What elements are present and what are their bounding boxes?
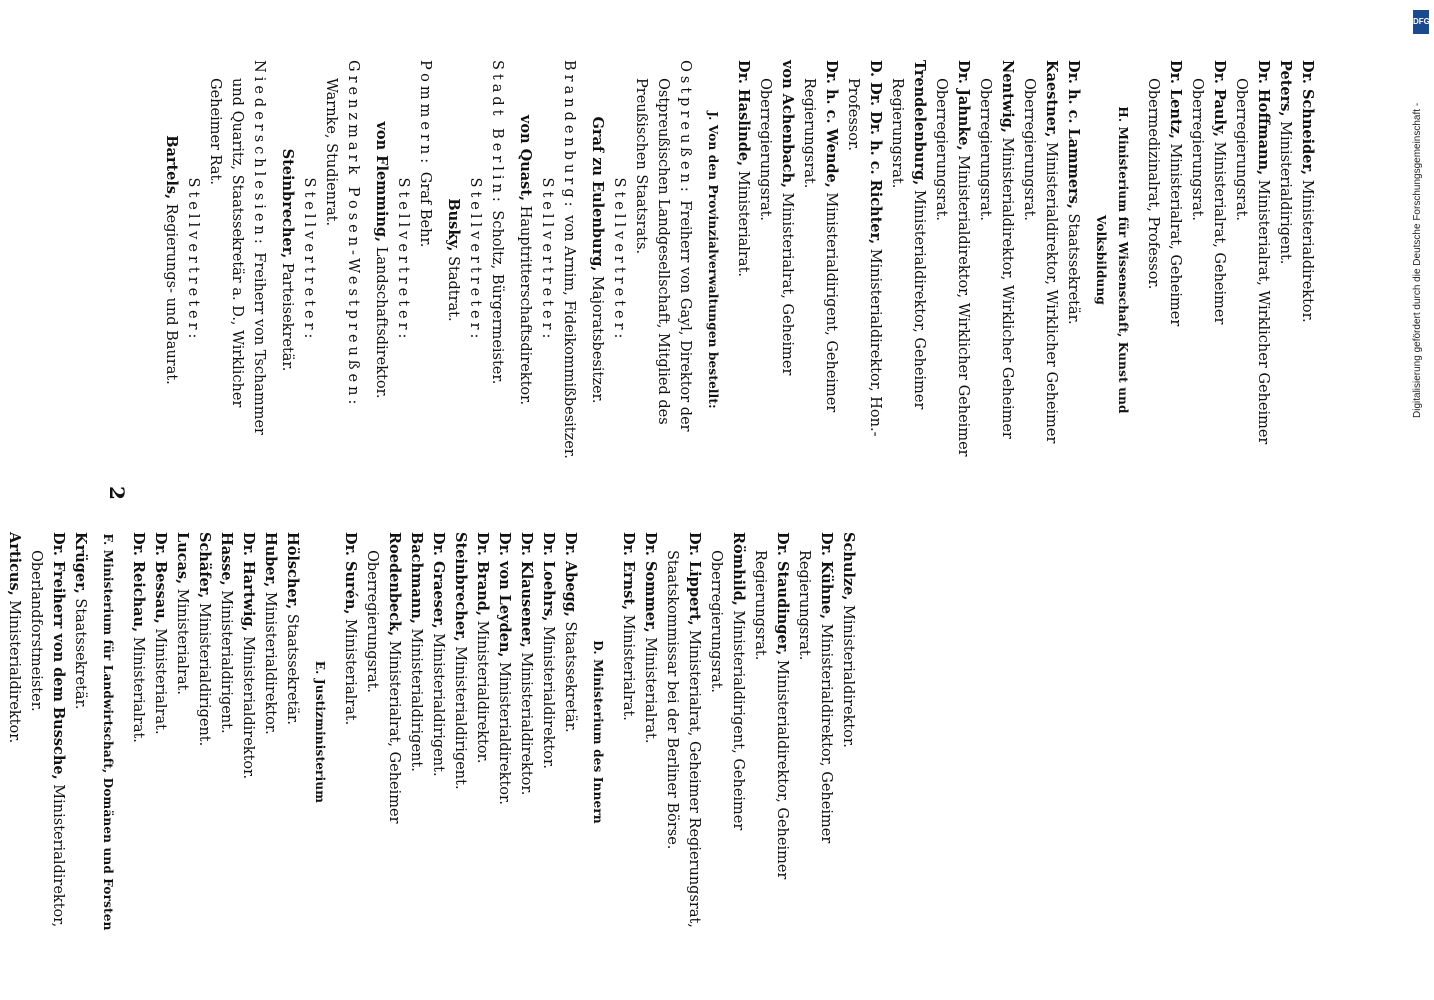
list-item — [471, 532, 493, 932]
grenzmark-entry — [320, 60, 364, 460]
ostpreussen-label: Ostpreußen: — [677, 60, 693, 196]
list-item — [361, 532, 405, 932]
list-item — [837, 532, 859, 932]
brandenburg-deputy-role: Hauptritterschaftsdirektor. — [517, 201, 533, 406]
entry-role: Ministerialdirigent, Geheimer Regierungsrat. — [801, 78, 839, 413]
section-h-title: H. Ministerium für Wissenschaft, Kunst und Volksbildung — [1094, 106, 1130, 414]
entry-role: Ministerialdirektor. — [262, 587, 278, 735]
entry-role: Ministerialdirektor, Oberlandforstmeister. — [28, 550, 66, 928]
brandenburg-text: von Arnim, Fideikommißbesitzer. — [561, 210, 577, 459]
entry-name: Dr. Bessau, — [152, 532, 169, 624]
section-f-list — [0, 532, 91, 932]
ostpreussen-stellvertreter: Stellvertreter: — [611, 177, 627, 343]
entry-role: Ministerialdirektor. — [6, 595, 22, 744]
entry-role: Ministerialdirigent, Geheimer Oberregierungsrat. — [708, 550, 746, 831]
entry-name: Dr. Brand, — [474, 532, 491, 616]
right-lines — [1142, 60, 1318, 460]
entry-role: Ministerialdirektor. — [518, 647, 534, 796]
entry-name: Steinbrecher, — [452, 532, 469, 642]
entry-role: Ministerialrat, Geheimer Regierungsrat, Staatskommissar bei der Berliner Börse. — [664, 550, 702, 928]
entry-role: Staatssekretär. — [72, 593, 88, 710]
entry-name: Dr. Freiherr von dem Bussche, — [50, 532, 67, 780]
right-column — [160, 60, 1318, 460]
entry-role: Ministerialdirektor, Geheimer Regierungsrat. — [796, 550, 834, 844]
list-item — [193, 532, 215, 932]
berlin-deputy — [442, 60, 464, 460]
section-d-list — [339, 532, 581, 932]
brandenburg-label: Brandenburg: — [561, 60, 577, 211]
pommern-deputy-role: Landschaftsdirektor. — [373, 242, 389, 399]
entry-role: Staatssekretär. — [284, 609, 300, 725]
ostpreussen-deputy-role: Majoratsbesitzer. — [589, 271, 605, 404]
brandenburg-entry — [558, 60, 580, 460]
list-item — [974, 60, 1018, 460]
berlin-stellvertreter: Stellvertreter: — [467, 177, 483, 343]
brandenburg-stellvertreter: Stellvertreter: — [539, 177, 555, 343]
entry-name: Dr. Surén, — [342, 532, 359, 615]
ostpreussen-deputy-name: Graf zu Eulenburg, — [589, 116, 606, 272]
entry-name: Dr. Lentz, — [1167, 60, 1184, 139]
grenzmark-deputy-name: Steinbrecher, — [279, 148, 296, 259]
entry-role: Ministerialdirigent. — [408, 623, 424, 772]
entry-name: Dr. Reichau, — [130, 532, 147, 633]
list-item — [639, 532, 661, 932]
entry-role: Ministerialdirektor, Wirklicher Geheimer Oberregierungsrat. — [933, 78, 971, 457]
entry-name: Dr. von Leyden, — [496, 532, 513, 658]
niederschlesien-deputy-name: Bartels, — [163, 135, 180, 200]
entry-name — [0, 532, 1, 626]
list-item — [69, 532, 91, 932]
list-item — [930, 60, 974, 460]
entry-name: Dr. h. c. Wende, — [823, 60, 840, 188]
entry-role: Ministerialdirektor, Wirklicher Geheimer Oberregierungsrat. — [977, 78, 1015, 439]
entry-name: Schäfer, — [196, 532, 213, 599]
ostpreussen-deputy — [586, 60, 608, 460]
grenzmark-deputy-role: Parteisekretär. — [279, 258, 295, 372]
list-item — [886, 60, 930, 460]
pommern-label: Pommern: — [417, 60, 433, 168]
entry-role: Ministerialdirektor. — [474, 616, 490, 764]
list-item — [149, 532, 171, 932]
list-item — [842, 60, 886, 460]
entry-name: Lucas, — [174, 532, 191, 585]
entry-name: D. Dr. Dr. h. c. Richter, — [867, 60, 884, 245]
list-item — [754, 60, 798, 460]
entry-name: Dr. Schneider, — [1299, 60, 1316, 176]
list-item — [427, 532, 449, 932]
entry-role: Ministerialdirigent. — [430, 628, 446, 777]
entry-name: Nentwig, — [999, 60, 1016, 133]
entry-name: Dr. Graeser, — [430, 532, 447, 629]
entry-role: Ministerialdirigent. — [452, 641, 468, 790]
entry-name: Kaestner, — [1043, 60, 1060, 138]
entry-role: Ministerialrat, Geheimer Oberregierungsrat. — [757, 78, 795, 376]
berlin-text: Scholtz, Bürgermeister. — [489, 205, 505, 385]
entry-name: Dr. Ernst, — [620, 532, 637, 611]
list-item — [127, 532, 149, 932]
dfg-notice-text: Digitalisierung gefördert durch die Deutsche Forschungsgemeinschaft - — [1412, 102, 1423, 418]
entry-role: Ministerialrat, Wirklicher Geheimer Oberregierungsrat. — [1233, 78, 1271, 445]
section-d-title: D. Ministerium des Innern — [591, 640, 605, 824]
niederschlesien-text: Freiherr von Tschammer und Quaritz, Staatssekretär a. D., Wirklicher Geheimer Rat. — [207, 78, 267, 435]
niederschlesien-label: Niederschlesien: — [251, 60, 267, 248]
list-item — [171, 532, 193, 932]
entry-role: Ministerialrat. — [130, 632, 146, 743]
list-item — [1296, 60, 1318, 460]
entry-name: Dr. Haslinde, — [735, 60, 752, 167]
entry-name: Dr. Hoffmann, — [1255, 60, 1272, 176]
entry-role: Ministerialrat, Geheimer Oberregierungsrat. — [364, 550, 402, 824]
entry-name: Roedenbeck, — [386, 532, 403, 637]
entry-role: Ministerialrat, Geheimer Oberregierungsrat. — [1189, 78, 1227, 325]
list-item — [259, 532, 281, 932]
entry-role: Ministerialrat. — [735, 166, 751, 278]
entry-name: Articus, — [6, 532, 23, 596]
niederschlesien-stellvertreter: Stellvertreter: — [185, 177, 201, 343]
brandenburg-deputy-name: von Quast, — [517, 114, 534, 202]
list-item — [793, 532, 837, 932]
berlin-label: Stadt Berlin: — [489, 60, 505, 206]
list-item — [1274, 60, 1296, 460]
entry-role: Ministerialrat. — [642, 632, 658, 744]
entry-name: Dr. Hartwig, — [240, 532, 257, 632]
section-f-title: F. Ministerium für Landwirtschaft, Domänen und Forsten — [101, 533, 115, 931]
list-item — [798, 60, 842, 460]
list-item — [537, 532, 559, 932]
list-item — [405, 532, 427, 932]
niederschlesien-deputy-role: Regierungs- und Baurat. — [163, 199, 179, 385]
pommern-text: Graf Behr. — [417, 167, 433, 248]
entry-name: Huber, — [262, 532, 279, 588]
left-lines — [617, 532, 859, 932]
entry-name: Dr. Lippert, — [686, 532, 703, 626]
section-h-list — [732, 60, 1084, 460]
list-item — [1018, 60, 1062, 460]
dfg-logo: DFG — [1413, 10, 1429, 34]
pommern-deputy — [370, 60, 392, 460]
entry-role: Ministerialdirigent. — [1277, 116, 1293, 265]
page-number: 2 — [105, 486, 129, 500]
entry-name: Krüger, — [72, 532, 89, 594]
entry-name: Schulze, — [840, 532, 857, 601]
entry-name: Römhild, — [730, 532, 747, 606]
entry-role: Staatssekretär. — [562, 616, 578, 733]
entry-name: Dr. Loehrs, — [540, 532, 557, 622]
entry-name: Dr. Kühne, — [818, 532, 835, 620]
section-j-title: J. Von den Provinzialverwaltungen bestellt: — [706, 111, 720, 409]
entry-role: Ministerialrat, Geheimer Obermedizinalrat, Professor. — [1145, 78, 1183, 327]
list-item — [493, 532, 515, 932]
list-item — [515, 532, 537, 932]
list-item — [3, 532, 25, 932]
list-item — [1062, 60, 1084, 460]
entry-name: von Achenbach, — [779, 60, 796, 189]
niederschlesien-deputy — [160, 60, 182, 460]
list-item — [1142, 60, 1186, 460]
entry-name: Hasse, — [218, 532, 235, 586]
entry-role: Ministerialrat. — [174, 584, 190, 695]
entry-role: Ministerialdirektor. — [496, 657, 512, 805]
entry-role: Ministerialrat. — [620, 610, 636, 721]
entry-role: Ministerialdirektor. — [240, 631, 256, 780]
grenzmark-stellvertreter: Stellvertreter: — [301, 177, 317, 343]
entry-name: Dr. Jahnke, — [955, 60, 972, 151]
list-item — [1186, 60, 1230, 460]
entry-role: Ministerialdirektor. — [1299, 175, 1315, 323]
entry-name: Hölscher, — [284, 532, 301, 610]
list-item — [237, 532, 259, 932]
list-item — [1230, 60, 1274, 460]
pommern-deputy-name: von Flemming, — [373, 121, 390, 243]
entry-role: Ministerialdirektor, Geheimer Regierungsrat. — [752, 550, 790, 880]
section-e-title: E. Justizministerium — [313, 660, 327, 804]
list-item — [0, 532, 3, 932]
grenzmark-text: Warnke, Studienrat. — [323, 78, 339, 227]
left-column — [0, 532, 859, 932]
list-item — [449, 532, 471, 932]
entry-role: Ministerialdirigent. — [218, 585, 234, 734]
list-item — [281, 532, 303, 932]
entry-role: Staatssekretär. — [1065, 208, 1081, 325]
dfg-notice — [1410, 6, 1432, 418]
list-item — [339, 532, 361, 932]
list-item — [25, 532, 69, 932]
entry-role: Ministerialdirektor. — [840, 600, 856, 748]
entry-name: Dr. Staudinger, — [774, 532, 791, 656]
list-item — [661, 532, 705, 932]
list-item — [559, 532, 581, 932]
entry-role: Ministerialdirektor, Geheimer Regierungsrat. — [889, 78, 927, 410]
entry-name: Bachmann, — [408, 532, 425, 624]
section-e-list — [127, 532, 303, 932]
berlin-entry — [486, 60, 508, 460]
entry-name: Peters, — [1277, 60, 1294, 117]
grenzmark-deputy — [276, 60, 298, 460]
grenzmark-label: Grenzmark Posen-Westpreußen: — [345, 60, 361, 409]
berlin-deputy-role: Stadtrat. — [445, 251, 461, 322]
pommern-stellvertreter: Stellvertreter: — [395, 177, 411, 343]
entry-name: Trendelenburg, — [911, 60, 928, 186]
brandenburg-deputy — [514, 60, 536, 460]
entry-name: Dr. Sommer, — [642, 532, 659, 633]
list-item — [617, 532, 639, 932]
ostpreussen-text: Freiherr von Gayl, Direktor der Ostpreußischen Landgesellschaft, Mitglied des Preußischen Staatsrats. — [633, 78, 693, 432]
entry-role: Ministerialdirigent. — [196, 598, 212, 747]
entry-role: Ministerialrat. — [342, 614, 358, 726]
list-item — [215, 532, 237, 932]
entry-role: Ministerialdirektor, Wirklicher Geheimer Oberregierungsrat. — [1021, 78, 1059, 444]
entry-role: Ministerialrat. — [152, 623, 168, 735]
ostpreussen-entry — [630, 60, 696, 460]
berlin-deputy-name: Busky, — [445, 198, 462, 252]
pommern-entry — [414, 60, 436, 460]
list-item — [705, 532, 749, 932]
entry-role: Ministerialdirektor, Hon.-Professor. — [845, 78, 883, 437]
entry-role: Ministerialdirektor. — [540, 621, 556, 769]
entry-name: Dr. Abegg, — [562, 532, 579, 617]
list-item — [749, 532, 793, 932]
entry-name: Dr. h. c. Lammers, — [1065, 60, 1082, 209]
niederschlesien-entry — [204, 60, 270, 460]
entry-name: Dr. Klausener, — [518, 532, 535, 648]
list-item — [732, 60, 754, 460]
entry-name: Dr. Pauly, — [1211, 60, 1228, 138]
